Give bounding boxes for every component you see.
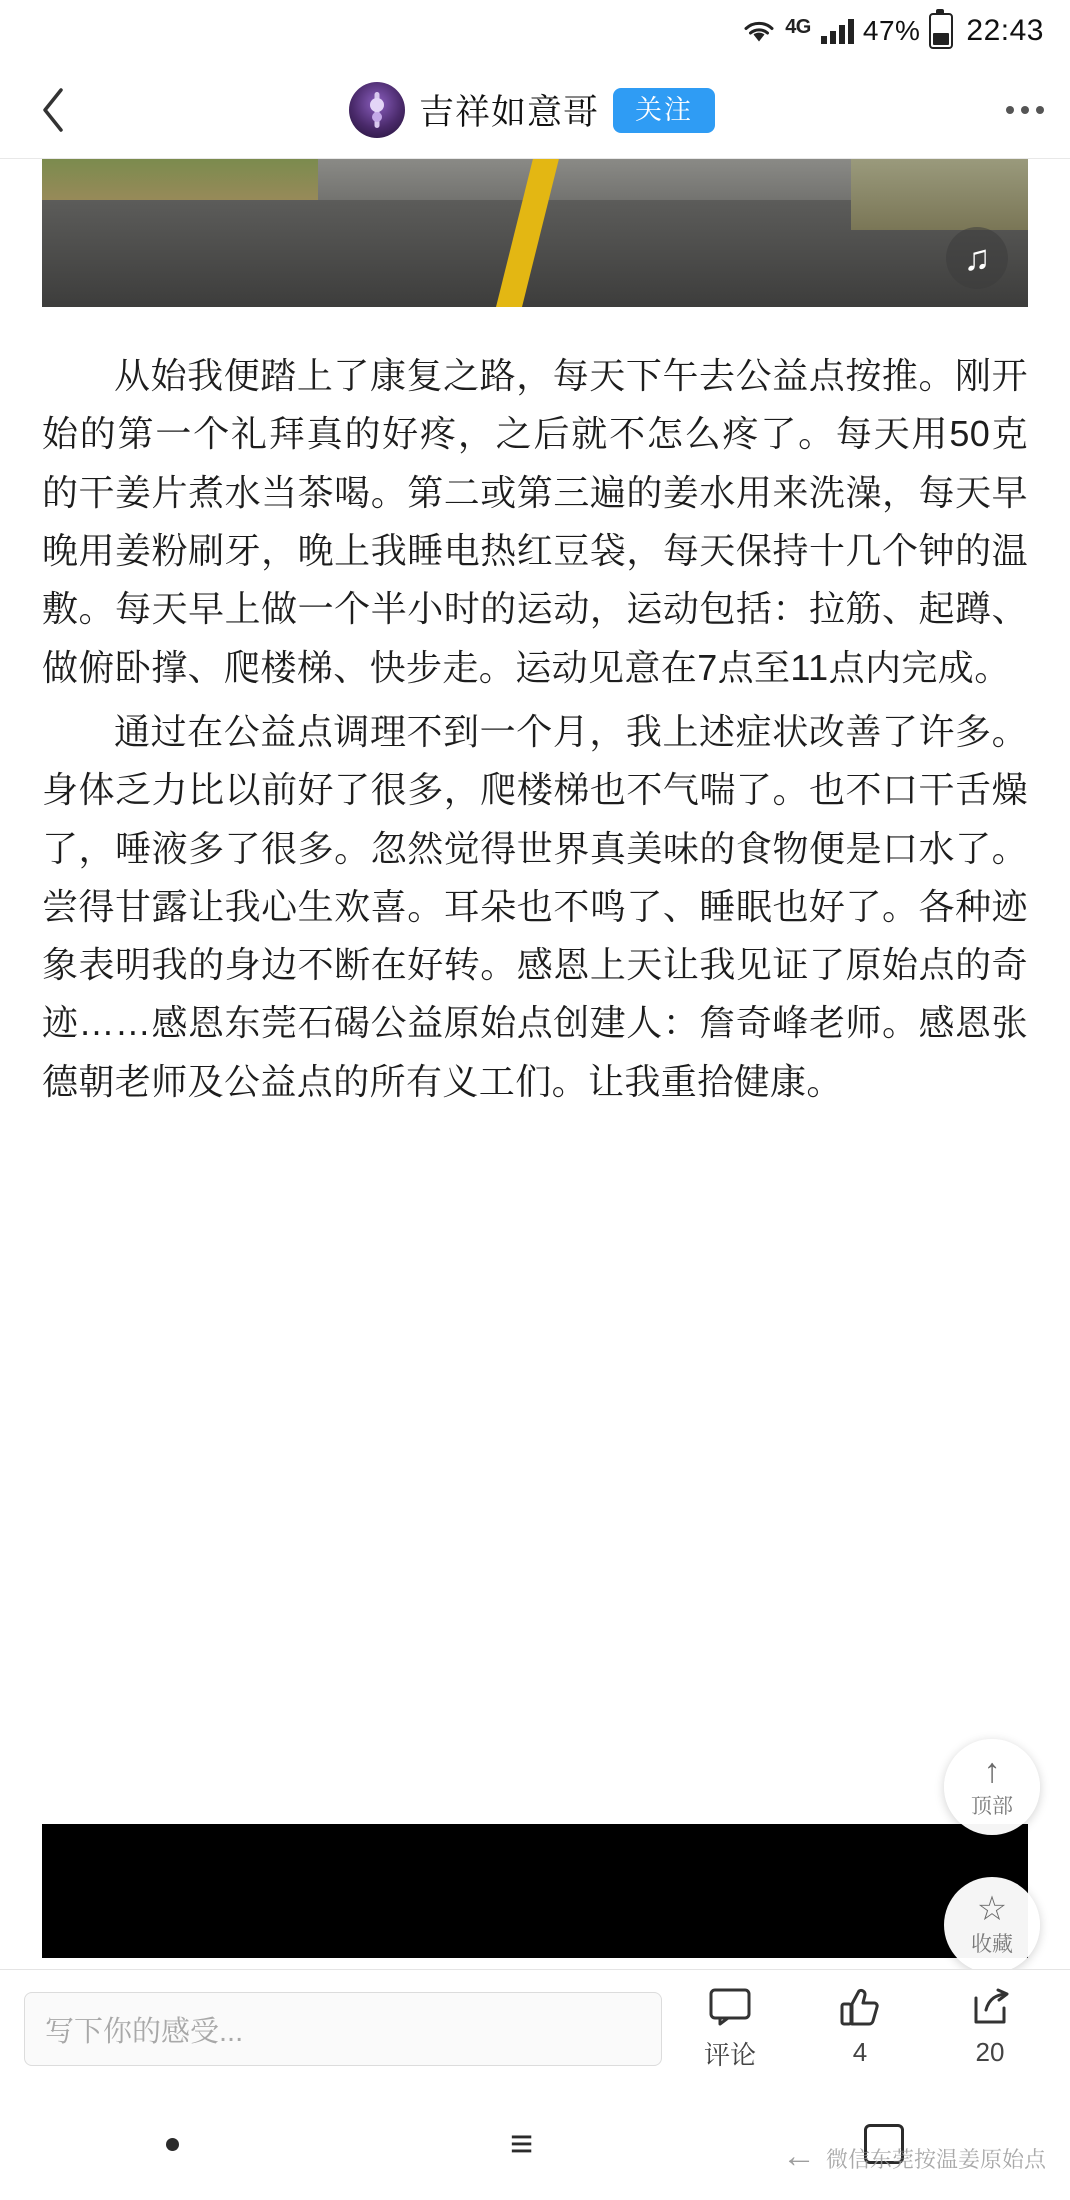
share-count: 20 xyxy=(975,2037,1005,2067)
status-bar xyxy=(0,0,1070,62)
thumbs-up-icon xyxy=(839,1986,881,2035)
star-icon: ☆ xyxy=(976,1890,1008,1928)
scroll-to-top-button[interactable] xyxy=(944,1739,1040,1835)
comment-icon xyxy=(708,1986,752,2033)
nav-recent-icon[interactable]: ≡ xyxy=(509,2122,534,2166)
share-icon xyxy=(969,1986,1011,2035)
article-paragraph: 通过在公益点调理不到一个月，我上述症状改善了许多。身体乏力比以前好了很多，爬楼梯也不气喘了。也不口干舌燥了，唾液多了很多。忽然觉得世界真美味的食物便是口水了。尝得甘露让我心生欢喜。耳朵也不鸣了、睡眠也好了。各种迹象表明我的身边不断在好转。感恩上天让我见证了原始点的奇迹……感恩东莞石碣公益原始点创建人：詹奇峰老师。感恩张德朝老师及公益点的所有义工们。让我重拾健康。 xyxy=(42,710,1028,1102)
comment-action[interactable] xyxy=(682,1986,778,2072)
favorite-label: 收藏 xyxy=(971,1933,1013,1956)
music-note-icon[interactable]: ♫ xyxy=(946,227,1008,289)
black-media-band xyxy=(42,1824,1028,1958)
header-center xyxy=(80,82,984,138)
battery-percent-label: 47% xyxy=(862,15,921,46)
photo-shoulder xyxy=(851,159,1028,230)
watermark xyxy=(782,2139,1046,2178)
network-type-label: 4G xyxy=(785,15,811,38)
article-body xyxy=(0,307,1070,1111)
action-group xyxy=(682,1986,1046,2072)
left-arrow-icon: ← xyxy=(781,2137,816,2175)
battery-icon xyxy=(929,13,953,49)
signal-bars-icon xyxy=(820,17,854,45)
wifi-icon xyxy=(742,18,776,44)
system-nav-bar xyxy=(0,2088,1070,2200)
watermark-text: 微信东莞按温姜原始点 xyxy=(825,2147,1046,2172)
road-photo[interactable] xyxy=(42,159,1028,307)
status-icons xyxy=(742,13,1044,49)
account-avatar[interactable] xyxy=(349,82,405,138)
arrow-up-icon: ↑ xyxy=(983,1752,1001,1790)
share-action[interactable] xyxy=(942,1986,1038,2068)
comment-input[interactable]: 写下你的感受... xyxy=(24,1992,662,2066)
favorite-button[interactable] xyxy=(944,1877,1040,1969)
more-dots-icon[interactable] xyxy=(984,106,1044,114)
back-chevron-icon[interactable] xyxy=(26,83,80,137)
scroll-to-top-label: 顶部 xyxy=(971,1795,1013,1818)
nav-dot-icon[interactable] xyxy=(166,2138,179,2151)
comment-label: 评论 xyxy=(703,2040,756,2070)
article-content[interactable] xyxy=(0,159,1070,1969)
article-paragraph: 从始我便踏上了康复之路，每天下午去公益点按推。刚开始的第一个礼拜真的好疼，之后就不怎么疼了。每天用50克的干姜片煮水当茶喝。第二或第三遍的姜水用来洗澡，每天早晚用姜粉刷牙，晚上我睡电热红豆袋，每天保持十几个钟的温敷。每天早上做一个半小时的运动，运动包括：拉筋、起蹲、做俯卧撑、爬楼梯、快步走。运动见意在7点至11点内完成。 xyxy=(42,355,1028,688)
app-header xyxy=(0,62,1070,159)
like-count: 4 xyxy=(852,2037,868,2067)
like-action[interactable] xyxy=(812,1986,908,2068)
bottom-action-bar xyxy=(0,1969,1070,2088)
status-clock: 22:43 xyxy=(966,14,1044,47)
follow-button[interactable]: 关注 xyxy=(613,88,715,133)
account-name[interactable]: 吉祥如意哥 xyxy=(418,93,599,132)
